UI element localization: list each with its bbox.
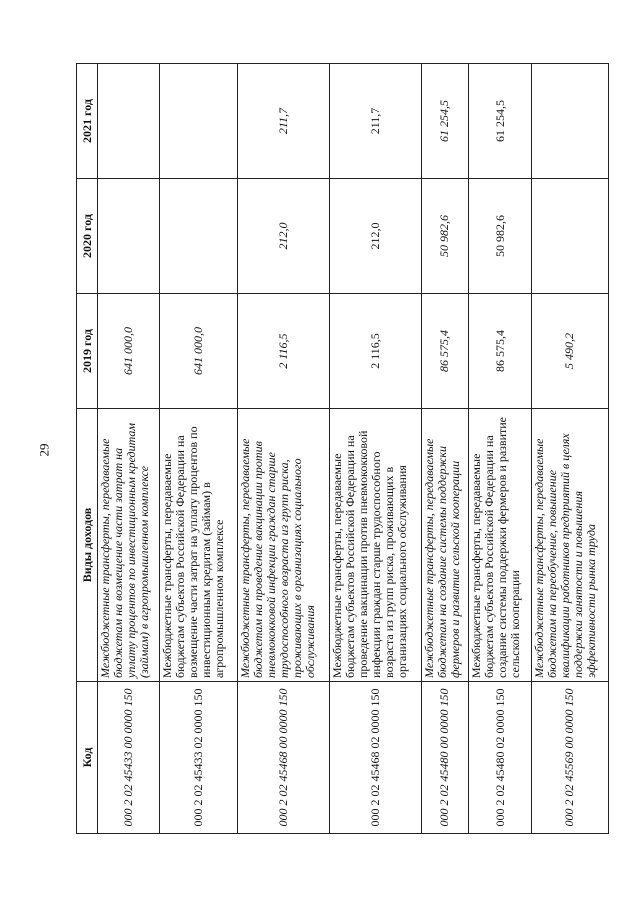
row-description: Межбюджетные трансферты, передаваемые бюджетам субъектов Российской Федерации на возмещение части затрат на уплату процентов по инвестиционным кредитам (займам) в агропромышленном комплексе [160, 409, 237, 682]
row-value-2021: 211,7 [237, 64, 329, 179]
row-code: 000 2 02 45468 00 0000 150 [237, 682, 329, 834]
row-value-2019: 86 575,4 [421, 294, 469, 409]
table-row [329, 64, 421, 834]
row-value-2020 [98, 179, 160, 294]
row-value-2019: 641 000,0 [160, 294, 237, 409]
row-code: 000 2 02 45433 02 0000 150 [160, 682, 237, 834]
row-value-2020: 212,0 [237, 179, 329, 294]
row-value-2020 [160, 179, 237, 294]
header-2020: 2020 год [77, 179, 98, 294]
row-description: Межбюджетные трансферты, передаваемые бюджетам на создание системы поддержки фермеров и развитие сельской кооперации [421, 409, 469, 682]
row-value-2019: 86 575,4 [469, 294, 531, 409]
row-value-2019: 2 116,5 [237, 294, 329, 409]
row-description: Межбюджетные трансферты, передаваемые бюджетам на переобучение, повышение квалификации работников предприятий в целях поддержки занятости и повышения эффективности рынка труда [531, 409, 608, 682]
row-value-2020: 212,0 [329, 179, 421, 294]
row-value-2020: 50 982,6 [421, 179, 469, 294]
row-value-2021 [531, 64, 608, 179]
row-description: Межбюджетные трансферты, передаваемые бюджетам на возмещение части затрат на уплату процентов по инвестиционным кредитам (займам) в агропромышленном комплексе [98, 409, 160, 682]
row-code: 000 2 02 45569 00 0000 150 [531, 682, 608, 834]
row-value-2021 [160, 64, 237, 179]
table-row [531, 64, 608, 834]
row-description: Межбюджетные трансферты, передаваемые бюджетам субъектов Российской Федерации на проведение вакцинации против пневмококковой инфекции граждан старше трудоспособного возраста из групп риска, проживающих в организациях социального обслуживания [329, 409, 421, 682]
table-row [237, 64, 329, 834]
header-code: Код [77, 682, 98, 834]
row-code: 000 2 02 45433 00 0000 150 [98, 682, 160, 834]
row-value-2020 [531, 179, 608, 294]
row-value-2021 [98, 64, 160, 179]
page-number: 29 [36, 443, 52, 457]
row-value-2021: 61 254,5 [421, 64, 469, 179]
row-value-2019: 5 490,2 [531, 294, 608, 409]
row-description: Межбюджетные трансферты, передаваемые бюджетам на проведение вакцинации против пневмококковой инфекции граждан старше трудоспособного возраста из групп риска, проживающих в организациях социального обслуживания [237, 409, 329, 682]
table-row [469, 64, 531, 834]
rotated-table-wrapper [76, 64, 609, 834]
row-value-2020: 50 982,6 [469, 179, 531, 294]
header-description: Виды доходов [77, 409, 98, 682]
table-row [98, 64, 160, 834]
header-2021: 2021 год [77, 64, 98, 179]
row-code: 000 2 02 45468 02 0000 150 [329, 682, 421, 834]
table-row [160, 64, 237, 834]
row-description: Межбюджетные трансферты, передаваемые бюджетам субъектов Российской Федерации на создание системы поддержки фермеров и развитие сельской кооперации [469, 409, 531, 682]
header-2019: 2019 год [77, 294, 98, 409]
row-value-2019: 641 000,0 [98, 294, 160, 409]
row-value-2021: 211,7 [329, 64, 421, 179]
row-value-2021: 61 254,5 [469, 64, 531, 179]
row-value-2019: 2 116,5 [329, 294, 421, 409]
revenue-table [76, 63, 609, 834]
table-row [421, 64, 469, 834]
row-code: 000 2 02 45480 02 0000 150 [469, 682, 531, 834]
row-code: 000 2 02 45480 00 0000 150 [421, 682, 469, 834]
table-header-row [77, 64, 98, 834]
